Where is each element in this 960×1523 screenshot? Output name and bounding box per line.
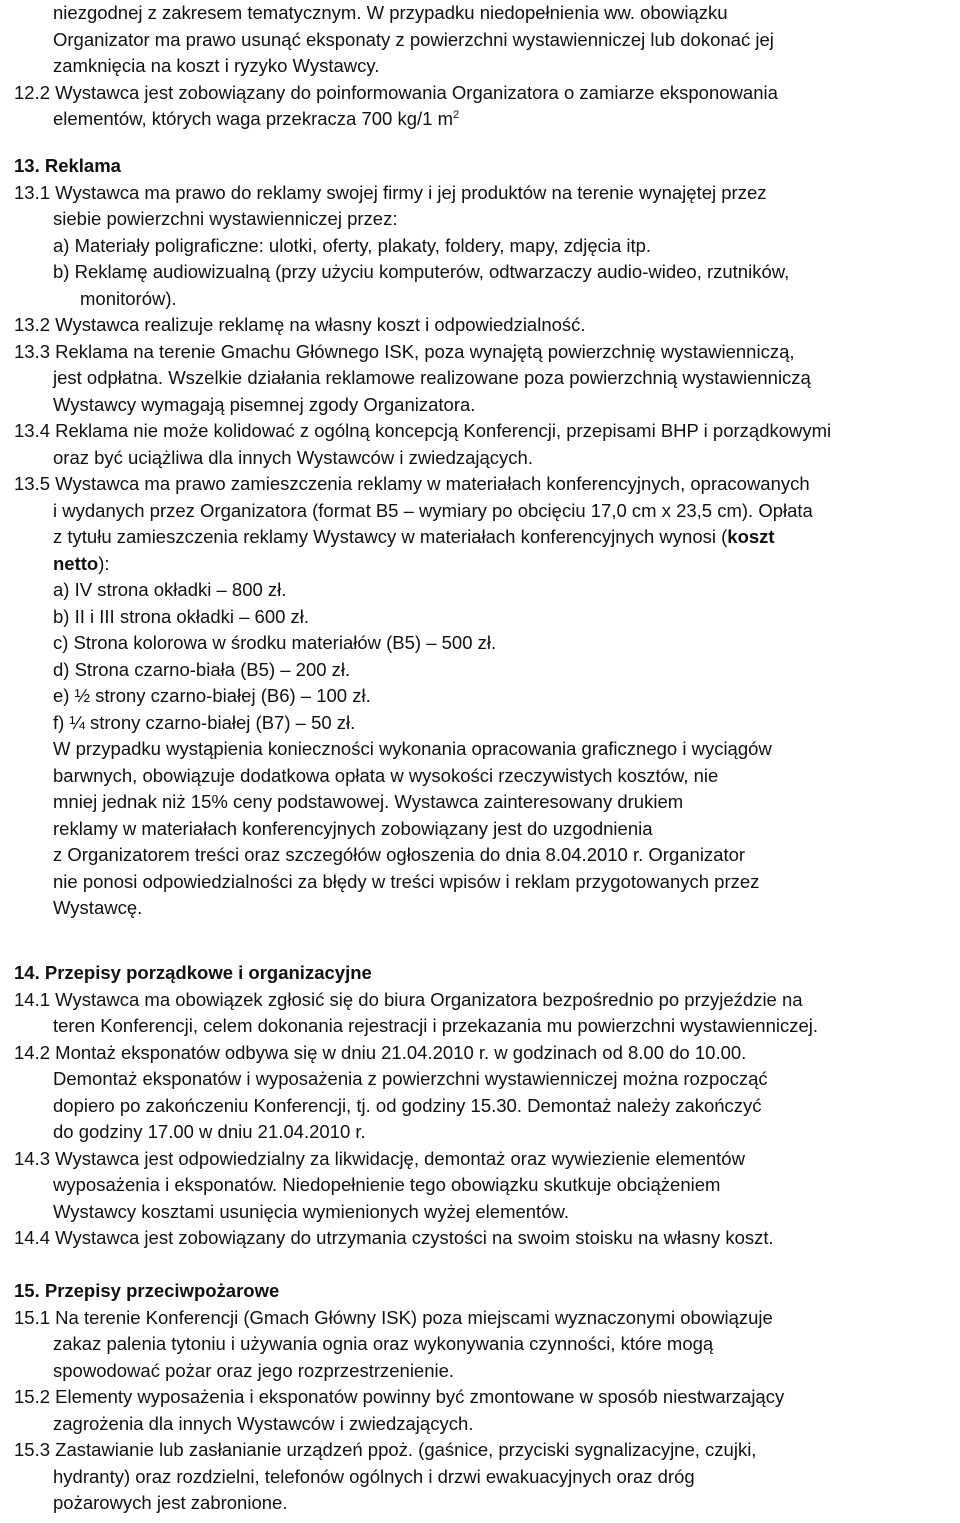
section-heading: 15. Przepisy przeciwpożarowe <box>14 1280 280 1301</box>
text-line: Wystawcę. <box>53 897 143 918</box>
text-line: Wystawcy wymagają pisemnej zgody Organizatora. <box>53 393 476 415</box>
section-heading: 14. Przepisy porządkowe i organizacyjne <box>14 962 372 983</box>
text-line <box>14 1305 773 1331</box>
clause-number: 14.4 <box>14 1227 51 1248</box>
clause-text: z tytułu zamieszczenia reklamy Wystawcy w materiałach konferencyjnych wynosi ( <box>53 526 728 547</box>
clause-number: 15.2 <box>14 1386 51 1407</box>
section-heading: 13. Reklama <box>14 155 121 176</box>
text-line <box>53 551 110 577</box>
text-line: mniej jednak niż 15% ceny podstawowej. Wystawca zainteresowany drukiem <box>53 791 684 812</box>
clause-number: 12.2 <box>14 81 51 103</box>
clause-number: 13.2 <box>14 314 51 335</box>
text-line: zagrożenia dla innych Wystawców i zwiedzających. <box>53 1412 474 1434</box>
text-line <box>14 418 831 444</box>
clause-text: Wystawca jest zobowiązany do utrzymania czystości na swoim stoisku na własny koszt. <box>55 1227 774 1248</box>
text-line: z Organizatorem treści oraz szczegółów ogłoszenia do dnia 8.04.2010 r. Organizator <box>53 844 746 865</box>
text-line: do godziny 17.00 w dniu 21.04.2010 r. <box>53 1121 366 1142</box>
clause-number: 13.1 <box>14 181 51 203</box>
clause-text: Wystawca ma obowiązek zgłosić się do biura Organizatora bezpośrednio po przyjeździe na <box>55 988 803 1010</box>
text-line <box>14 1437 756 1463</box>
text-line: nie ponosi odpowiedzialności za błędy w treści wpisów i reklam przygotowanych przez <box>53 870 760 892</box>
text-line <box>14 1384 784 1410</box>
text-line: dopiero po zakończeniu Konferencji, tj. od godziny 15.30. Demontaż należy zakończyć <box>53 1094 762 1116</box>
text-line: W przypadku wystąpienia konieczności wykonania opracowania graficznego i wyciągów <box>53 738 772 759</box>
clause-text: Zastawianie lub zasłanianie urządzeń ppoż. (gaśnice, przyciski sygnalizacyjne, czujki, <box>55 1439 757 1460</box>
text-line: Organizator ma prawo usunąć eksponaty z powierzchni wystawienniczej lub dokonać jej <box>53 28 774 50</box>
text-line: a) Materiały poligraficzne: ulotki, oferty, plakaty, foldery, mapy, zdjęcia itp. <box>53 234 652 256</box>
superscript: 2 <box>453 109 460 121</box>
price-item: f) ¼ strony czarno-białej (B7) – 50 zł. <box>53 711 356 733</box>
clause-number: 13.4 <box>14 420 51 441</box>
text-line: Wystawcy kosztami usunięcia wymienionych wyżej elementów. <box>53 1200 569 1222</box>
text-line <box>14 987 803 1013</box>
text-line: pożarowych jest zabronione. <box>53 1492 288 1513</box>
text-line <box>14 180 767 206</box>
text-line: siebie powierzchni wystawienniczej przez: <box>53 208 398 229</box>
text-line: hydranty) oraz rozdzielni, telefonów ogólnych i drzwi ewakuacyjnych oraz dróg <box>53 1465 695 1487</box>
clause-text: ): <box>98 552 110 574</box>
clause-text: Na terenie Konferencji (Gmach Główny ISK) poza miejscami wyznaczonymi obowiązuje <box>55 1306 773 1328</box>
price-item: e) ½ strony czarno-białej (B6) – 100 zł. <box>53 685 371 706</box>
text-line <box>14 471 810 497</box>
text-line: oraz być uciążliwa dla innych Wystawców i zwiedzających. <box>53 446 533 468</box>
text-line <box>53 106 459 132</box>
price-item: b) II i III strona okładki – 600 zł. <box>53 605 310 627</box>
clause-text: Reklama na terenie Gmachu Głównego ISK, poza wynajętą powierzchnię wystawienniczą, <box>55 340 795 362</box>
text-line: Demontaż eksponatów i wyposażenia z powierzchni wystawienniczej można rozpocząć <box>53 1068 768 1089</box>
text-line: zakaz palenia tytoniu i używania ognia oraz wykonywania czynności, które mogą <box>53 1333 714 1354</box>
clause-text: Montaż eksponatów odbywa się w dniu 21.04.2010 r. w godzinach od 8.00 do 10.00. <box>55 1041 747 1063</box>
clause-number: 14.3 <box>14 1147 51 1169</box>
text-line: wyposażenia i eksponatów. Niedopełnienie tego obowiązku skutkuje obciążeniem <box>53 1174 721 1195</box>
text-line <box>14 339 795 365</box>
clause-text: Wystawca realizuje reklamę na własny koszt i odpowiedzialność. <box>55 314 586 335</box>
price-item: a) IV strona okładki – 800 zł. <box>53 579 287 600</box>
clause-text: Wystawca ma prawo zamieszczenia reklamy w materiałach konferencyjnych, opracowanych <box>55 473 810 494</box>
clause-number: 14.2 <box>14 1041 51 1063</box>
clause-text: Wystawca jest odpowiedzialny za likwidację, demontaż oraz wywiezienie elementów <box>55 1147 745 1169</box>
text-line: jest odpłatna. Wszelkie działania reklamowe realizowane poza powierzchnią wystawienniczą <box>53 367 811 388</box>
text-line: teren Konferencji, celem dokonania rejestracji i przekazania mu powierzchni wystawienniczej. <box>53 1015 819 1036</box>
clause-text: Reklama nie może kolidować z ogólną koncepcją Konferencji, przepisami BHP i porządkowymi <box>55 420 832 441</box>
clause-number: 14.1 <box>14 988 51 1010</box>
text-line: reklamy w materiałach konferencyjnych zobowiązany jest do uzgodnienia <box>53 817 653 839</box>
clause-text: Wystawca jest zobowiązany do poinformowania Organizatora o zamiarze eksponowania <box>55 81 778 103</box>
clause-text: Elementy wyposażenia i eksponatów powinny być zmontowane w sposób niestwarzający <box>55 1386 785 1407</box>
price-item: d) Strona czarno-biała (B5) – 200 zł. <box>53 658 351 680</box>
text-line <box>14 1225 774 1251</box>
text-line: zamknięcia na koszt i ryzyko Wystawcy. <box>53 55 380 76</box>
text-line <box>53 524 775 550</box>
text-line <box>14 1146 745 1172</box>
clause-number: 13.3 <box>14 340 51 362</box>
price-item: c) Strona kolorowa w środku materiałów (B5) – 500 zł. <box>53 632 497 653</box>
text-line: spowodować pożar oraz jego rozprzestrzenienie. <box>53 1359 455 1381</box>
text-line <box>14 1040 746 1066</box>
clause-text: elementów, których waga przekracza 700 kg/1 m <box>53 108 453 129</box>
text-line: b) Reklamę audiowizualną (przy użyciu komputerów, odtwarzaczy audio-wideo, rzutników, <box>53 261 790 282</box>
text-line: barwnych, obowiązuje dodatkowa opłata w wysokości rzeczywistych kosztów, nie <box>53 764 719 786</box>
bold-text: netto <box>53 552 99 574</box>
clause-number: 15.3 <box>14 1439 51 1460</box>
clause-number: 13.5 <box>14 473 51 494</box>
text-line <box>14 80 778 106</box>
text-line: i wydanych przez Organizatora (format B5 – wymiary po obcięciu 17,0 cm x 23,5 cm). Opłata <box>53 499 813 521</box>
text-line: niezgodnej z zakresem tematycznym. W przypadku niedopełnienia ww. obowiązku <box>53 2 728 23</box>
text-line: monitorów). <box>80 287 177 309</box>
clause-number: 15.1 <box>14 1306 51 1328</box>
clause-text: Wystawca ma prawo do reklamy swojej firmy i jej produktów na terenie wynajętej przez <box>55 181 767 203</box>
bold-text: koszt <box>727 526 775 547</box>
text-line <box>14 312 586 338</box>
